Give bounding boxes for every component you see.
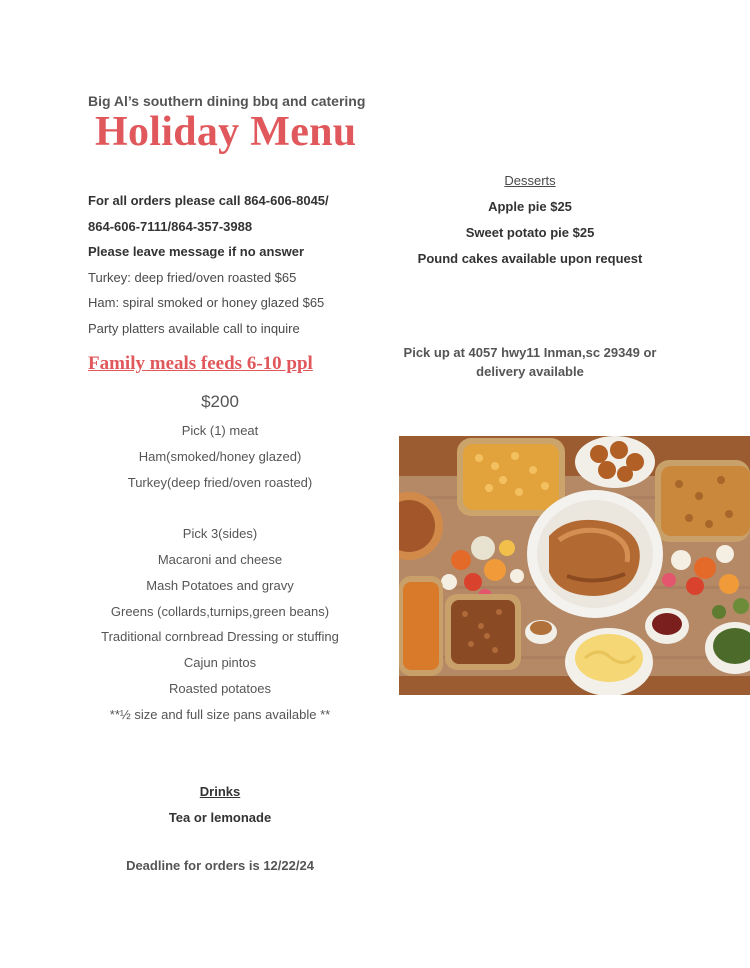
dessert-item: Pound cakes available upon request — [417, 251, 643, 266]
family-meal-heading: Family meals feeds 6-10 ppl — [88, 353, 313, 374]
pickup-line: Pick up at 4057 hwy11 Inman,sc 29349 or — [403, 345, 657, 360]
holiday-feast-photo — [399, 436, 750, 695]
meat-item: Ham: spiral smoked or honey glazed $65 — [88, 295, 325, 311]
drinks-heading: Drinks — [199, 784, 241, 799]
meat-option: Ham(smoked/honey glazed) — [138, 448, 302, 464]
side-item: Greens (collards,turnips,green beans) — [110, 603, 330, 619]
side-item: Cajun pintos — [183, 655, 257, 671]
side-item: Mash Potatoes and gravy — [146, 577, 294, 593]
contact-line: For all orders please call 864-606-8045/ — [88, 193, 329, 208]
order-deadline: Deadline for orders is 12/22/24 — [126, 858, 314, 873]
feast-illustration — [399, 436, 750, 695]
drink-item: Tea or lemonade — [168, 810, 272, 825]
side-item: Traditional cornbread Dressing or stuffing — [101, 629, 339, 645]
pickup-line: delivery available — [476, 364, 584, 379]
family-meal-price: $200 — [201, 392, 239, 411]
side-item: Roasted potatoes — [169, 680, 271, 696]
meat-item: Turkey: deep fried/oven roasted $65 — [88, 269, 297, 285]
spacer — [70, 495, 370, 521]
order-info — [88, 188, 388, 342]
pickup-info — [395, 343, 665, 381]
dessert-item: Sweet potato pie $25 — [465, 225, 595, 240]
meat-option: Turkey(deep fried/oven roasted) — [127, 474, 313, 490]
desserts-heading: Desserts — [504, 173, 556, 188]
contact-line: Please leave message if no answer — [88, 244, 305, 260]
meat-item: Party platters available call to inquire — [88, 320, 300, 336]
contact-line: 864-606-7111/864-357-3988 — [88, 218, 253, 234]
page-title: Holiday Menu — [95, 109, 357, 155]
meat-heading: Pick (1) meat — [181, 423, 259, 438]
side-item: Macaroni and cheese — [157, 551, 283, 567]
business-name: Big Al’s southern dining bbq and catering — [88, 93, 366, 109]
dessert-item: Apple pie $25 — [488, 199, 572, 214]
drinks-section — [120, 779, 320, 831]
family-meal-list — [70, 418, 370, 728]
desserts-section — [400, 168, 660, 272]
pan-size-note: **½ size and full size pans available ** — [109, 706, 331, 722]
sides-heading: Pick 3(sides) — [182, 526, 258, 542]
